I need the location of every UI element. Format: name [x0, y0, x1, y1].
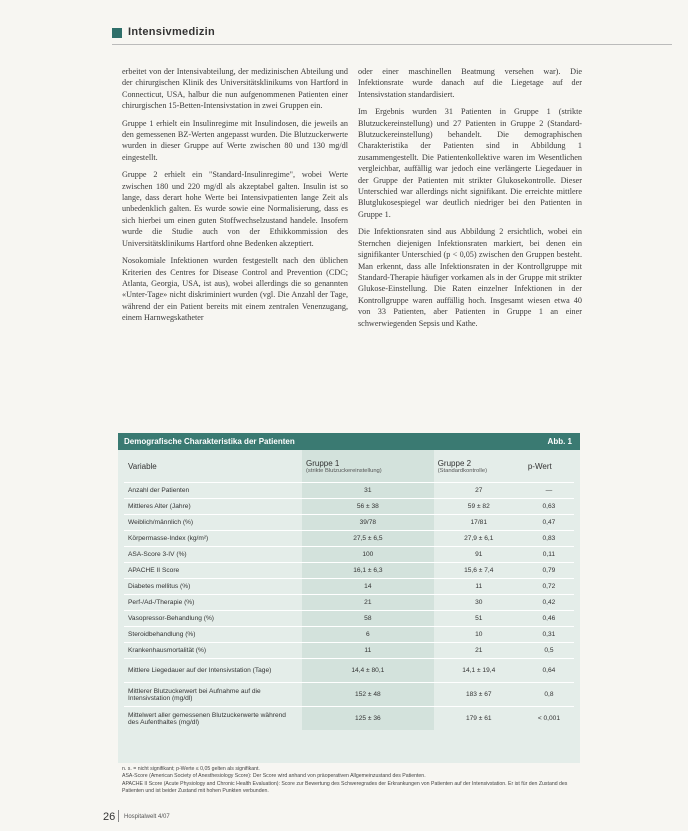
footnote-line: n. s. = nicht signifikant; p-Werte ≤ 0,05 gelten als signifikant.	[122, 766, 260, 772]
row-group1-value: 21	[302, 595, 434, 611]
table-row	[124, 531, 574, 547]
row-group2-value: 51	[434, 611, 524, 627]
row-pvalue: 0,11	[524, 547, 574, 563]
section-title: Intensivmedizin	[128, 26, 216, 38]
row-group1-value: 11	[302, 643, 434, 659]
row-pvalue: 0,42	[524, 595, 574, 611]
row-group1-value: 27,5 ± 6,5	[302, 531, 434, 547]
table-row	[124, 579, 574, 595]
row-group2-value: 17/81	[434, 515, 524, 531]
row-group1-value: 6	[302, 627, 434, 643]
running-header	[112, 26, 672, 42]
row-variable: Krankenhausmortalität (%)	[124, 643, 302, 659]
table-row	[124, 611, 574, 627]
row-group2-value: 11	[434, 579, 524, 595]
group2-label: Gruppe 2	[437, 458, 472, 468]
row-group2-value: 179 ± 61	[434, 707, 524, 731]
row-pvalue: 0,83	[524, 531, 574, 547]
row-variable: Steroidbehandlung (%)	[124, 627, 302, 643]
row-variable: Körpermasse-Index (kg/m²)	[124, 531, 302, 547]
footnote-line: ASA-Score (American Society of Anesthesiology Score): Der Score wird anhand von präoperativen Allgemeinzustand des Patienten.	[122, 773, 426, 780]
row-group1-value: 16,1 ± 6,3	[302, 563, 434, 579]
row-group2-value: 15,6 ± 7,4	[434, 563, 524, 579]
row-group2-value: 27	[434, 483, 524, 499]
row-group1-value: 56 ± 38	[302, 499, 434, 515]
row-group1-value: 39/78	[302, 515, 434, 531]
row-variable: Perf-/Ad-/Therapie (%)	[124, 595, 302, 611]
row-pvalue: 0,63	[524, 499, 574, 515]
row-pvalue: 0,64	[524, 659, 574, 683]
paragraph: Gruppe 1 erhielt ein Insulinregime mit Insulindosen, die jeweils an den gemessenen BZ-Werten angepasst wurden. Die Blutzuckerwerte wurden in dieser Gruppe auf Werte zwischen 80 und 130 mg/dl eingestellt.	[122, 118, 348, 162]
row-variable: APACHE II Score	[124, 563, 302, 579]
row-pvalue: 0,46	[524, 611, 574, 627]
table-footnote	[122, 766, 578, 795]
publication-name: Hospitalwelt 4/07	[124, 814, 170, 820]
row-pvalue: 0,31	[524, 627, 574, 643]
paragraph: oder einer maschinellen Beatmung versehen war). Die Infektionsrate wurde danach auf die Liegetage auf der Intensivstation standardisiert.	[358, 67, 582, 99]
row-group2-value: 59 ± 82	[434, 499, 524, 515]
row-group1-value: 31	[302, 483, 434, 499]
row-group1-value: 100	[302, 547, 434, 563]
paragraph: Im Ergebnis wurden 31 Patienten in Gruppe 1 (strikte Blutzuckereinstellung) und 27 Patienten in Gruppe 2 (Standard-Blutzuckereinstellung) behandelt. Die demographischen Charakteristika der Patienten sind in Abbildung 1 zusammengestellt. Die Patientenkollektive waren im Wesentlichen vergleichbar, auffällig war jedoch eine verlängerte Liegedauer in der Gruppe der Patienten mit strikter Glukosekontrolle. Dieser Unterschied war allerdings nicht signifikant. Die erreichte mittlere Blutglukosespiegel war deutlich niedriger bei den Patienten in Gruppe 1.	[358, 107, 582, 219]
table-row	[124, 499, 574, 515]
row-group1-value: 14,4 ± 80,1	[302, 659, 434, 683]
row-group2-value: 27,9 ± 6,1	[434, 531, 524, 547]
row-group1-value: 152 ± 48	[302, 683, 434, 707]
paragraph: Gruppe 2 erhielt ein "Standard-Insulinregime", wobei Werte zwischen 180 und 220 mg/dl als akzeptabel galten. Insulin ist so lange, dass derart hohe Werte bei Intensivpatienten lange Zeit als unbedenklich galten. Es wurde sowie eine Normalisierung, dass es sich hierbei um einen guten Stoffwechselzustand handele. Insofern wurde die Studie auch von der Ethikkommission des Universitätsklinikums Hartford ohne Bedenken akzeptiert.	[122, 170, 348, 248]
column-header-variable: Variable	[124, 450, 302, 483]
table-row	[124, 643, 574, 659]
row-pvalue: 0,72	[524, 579, 574, 595]
row-group2-value: 183 ± 67	[434, 683, 524, 707]
row-variable: Mittleres Alter (Jahre)	[124, 499, 302, 515]
table-row	[124, 707, 574, 731]
row-group2-value: 14,1 ± 19,4	[434, 659, 524, 683]
demographics-table-box	[118, 433, 580, 763]
row-group1-value: 125 ± 36	[302, 707, 434, 731]
page-number: 26	[103, 811, 116, 823]
paragraph: Nosokomiale Infektionen wurden festgestellt nach den üblichen Kriterien des Centres for Disease Control and Prevention (CDC; Atlanta, Georgia, USA, ist aus), wobei allerdings die so genannten «Unter-Tage» nicht diskriminiert wurden (vgl. Die Anzahl der Tage, während der ein Patient bereits mit einem zentralen Venenzugang, einem Harnwegskatheter	[122, 256, 348, 323]
paragraph: Die Infektionsraten sind aus Abbildung 2 ersichtlich, wobei ein Sternchen diejenigen Infektionsraten markiert, bei denen ein signifikanter Unterschied (p < 0,05) zwischen den Gruppen besteht. Man erkennt, dass alle Infektionsraten in der Kontrollgruppe mit Standard-Therapie häufiger vorkamen als in der Gruppe mit strikter Glukose-Einstellung. Die Raten einzelner Infektionen in der Kontrollgruppe waren auffällig hoch. Insgesamt wiesen etwa 40 von 33 Patienten, aber Patienten in Gruppe 1 an einer schwerwiegenden Sepsis und Kathe.	[358, 227, 582, 328]
row-pvalue: 0,8	[524, 683, 574, 707]
row-pvalue: 0,79	[524, 563, 574, 579]
table-row	[124, 563, 574, 579]
row-variable: Anzahl der Patienten	[124, 483, 302, 499]
row-variable: Weiblich/männlich (%)	[124, 515, 302, 531]
row-pvalue: 0,47	[524, 515, 574, 531]
figure-tag: Abb. 1	[547, 437, 572, 446]
column-header-group2	[434, 450, 524, 483]
column-header-pvalue: p-Wert	[524, 450, 574, 483]
row-variable: Vasopressor-Behandlung (%)	[124, 611, 302, 627]
row-group2-value: 10	[434, 627, 524, 643]
header-rule	[112, 44, 672, 45]
table-row	[124, 483, 574, 499]
table-title: Demografische Charakteristika der Patienten	[124, 437, 295, 446]
table-row	[124, 627, 574, 643]
row-variable: Diabetes mellitus (%)	[124, 579, 302, 595]
row-group1-value: 58	[302, 611, 434, 627]
row-group1-value: 14	[302, 579, 434, 595]
table-row	[124, 595, 574, 611]
table-row	[124, 659, 574, 683]
paragraph: erbeitet von der Intensivabteilung, der medizinischen Abteilung und der chirurgischen Klinik des Universitätsklinikums von Hartford in Connecticut, USA, halbur die nun aufgenommenen Patienten einer chirurgischen 15-Betten-Intensivstation in zwei Gruppen ein.	[122, 67, 348, 111]
table-row	[124, 683, 574, 707]
row-pvalue: 0,5	[524, 643, 574, 659]
column-header-group1	[302, 450, 434, 483]
row-variable: Mittlerer Blutzuckerwert bei Aufnahme auf die Intensivstation (mg/dl)	[124, 683, 302, 707]
row-pvalue: < 0,001	[524, 707, 574, 731]
row-group2-value: 21	[434, 643, 524, 659]
table-row	[124, 547, 574, 563]
row-variable: ASA-Score 3-IV (%)	[124, 547, 302, 563]
row-group2-value: 30	[434, 595, 524, 611]
row-group2-value: 91	[434, 547, 524, 563]
group1-label: Gruppe 1	[306, 458, 340, 468]
section-marker	[112, 28, 122, 38]
body-column-left	[122, 66, 348, 330]
table-title-bar	[118, 433, 580, 450]
demographics-table	[124, 450, 574, 730]
group2-sublabel: (Standardkontrolle)	[437, 467, 488, 474]
footer-divider	[118, 810, 119, 822]
row-variable: Mittlere Liegedauer auf der Intensivstation (Tage)	[124, 659, 302, 683]
table-body	[124, 483, 574, 731]
table-header-row	[124, 450, 574, 483]
row-pvalue: —	[524, 483, 574, 499]
table-row	[124, 515, 574, 531]
body-column-right	[358, 66, 582, 335]
row-variable: Mittelwert aller gemessenen Blutzuckerwerte während des Aufenthaltes (mg/dl)	[124, 707, 302, 731]
group1-sublabel: (strikte Blutzuckereinstellung)	[306, 467, 382, 474]
footnote-line: APACHE II Score (Acute Physiology and Chronic Health Evaluation): Score zur Bewertung des Schweregrades der Erkrankungen von Patienten auf der Intensivstation. Er ist für den Zustand des Patienten und ist beider Zustand mit hohen Punkten verbunden.	[122, 780, 568, 794]
